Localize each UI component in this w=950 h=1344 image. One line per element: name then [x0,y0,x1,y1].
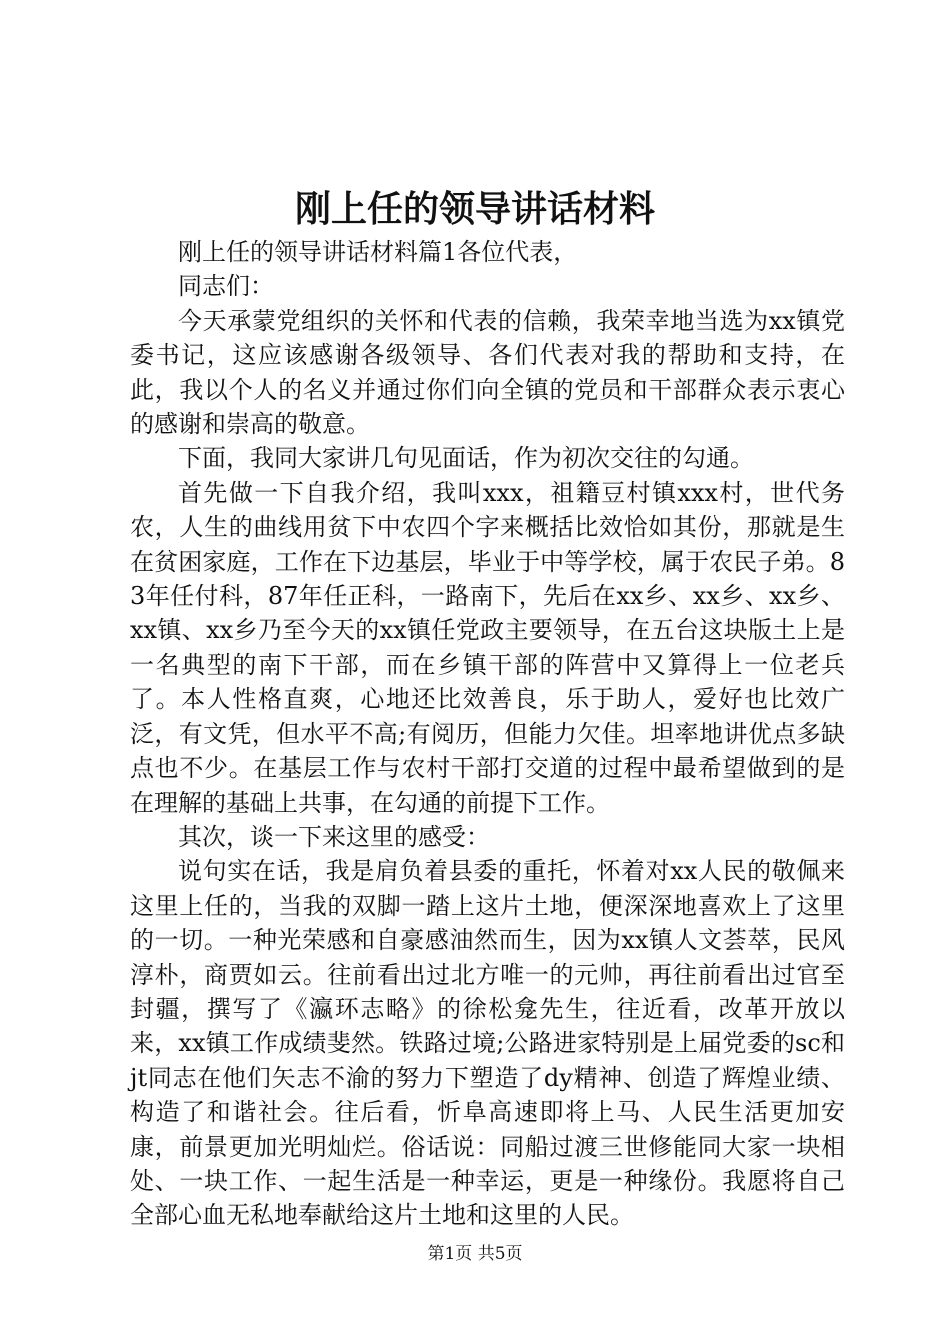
paragraph-7: 说句实在话，我是肩负着县委的重托，怀着对xx人民的敬佩来这里上任的，当我的双脚一踏上这片土地，便深深地喜欢上了这里的一切。一种光荣感和自豪感油然而生，因为xx镇人文荟萃，民风淳朴，商贾如云。往前看出过北方唯一的元帅，再往前看出过官至封疆，撰写了《瀛环志略》的徐松龛先生，往近看，改革开放以来，xx镇工作成绩斐然。铁路过境;公路进家特别是上届党委的sc和jt同志在他们矢志不渝的努力下塑造了dy精神、创造了辉煌业绩、构造了和谐社会。往后看，忻阜高速即将上马、人民生活更加安康，前景更加光明灿烂。俗话说：同船过渡三世修能同大家一块相处、一块工作、一起生活是一种幸运，更是一种缘份。我愿将自己全部心血无私地奉献给这片土地和这里的人民。 [130,857,845,1230]
page-footer: 第1页 共5页 [427,1244,523,1264]
paragraph-5: 首先做一下自我介绍，我叫xxx，祖籍豆村镇xxx村，世代务农，人生的曲线用贫下中农四个字来概括比效恰如其份，那就是生在贫困家庭，工作在下边基层，毕业于中等学校，属于农民子弟。83年任付科，87年任正科，一路南下，先后在xx乡、xx乡、xx乡、xx镇、xx乡乃至今天的xx镇任党政主要领导，在五台这块版土上是一名典型的南下干部，而在乡镇干部的阵营中又算得上一位老兵了。本人性格直爽，心地还比效善良，乐于助人，爱好也比效广泛，有文凭，但水平不高;有阅历，但能力欠佳。坦率地讲优点多缺点也不少。在基层工作与农村干部打交道的过程中最希望做到的是在理解的基础上共事，在勾通的前提下工作。 [130,478,845,817]
paragraph-2: 同志们： [178,272,274,301]
paragraph-3: 今天承蒙党组织的关怀和代表的信赖，我荣幸地当选为xx镇党委书记，这应该感谢各级领导、各们代表对我的帮助和支持，在此，我以个人的名义并通过你们向全镇的党员和干部群众表示衷心的感谢和崇高的敬意。 [130,306,845,439]
paragraph-1: 刚上任的领导讲话材料篇1各位代表， [178,238,578,266]
document-title: 刚上任的领导讲话材料 [294,188,655,230]
paragraph-6: 其次，谈一下来这里的感受： [178,822,490,851]
paragraph-4: 下面，我同大家讲几句见面话，作为初次交往的勾通。 [178,444,754,473]
document-body [130,235,845,1233]
